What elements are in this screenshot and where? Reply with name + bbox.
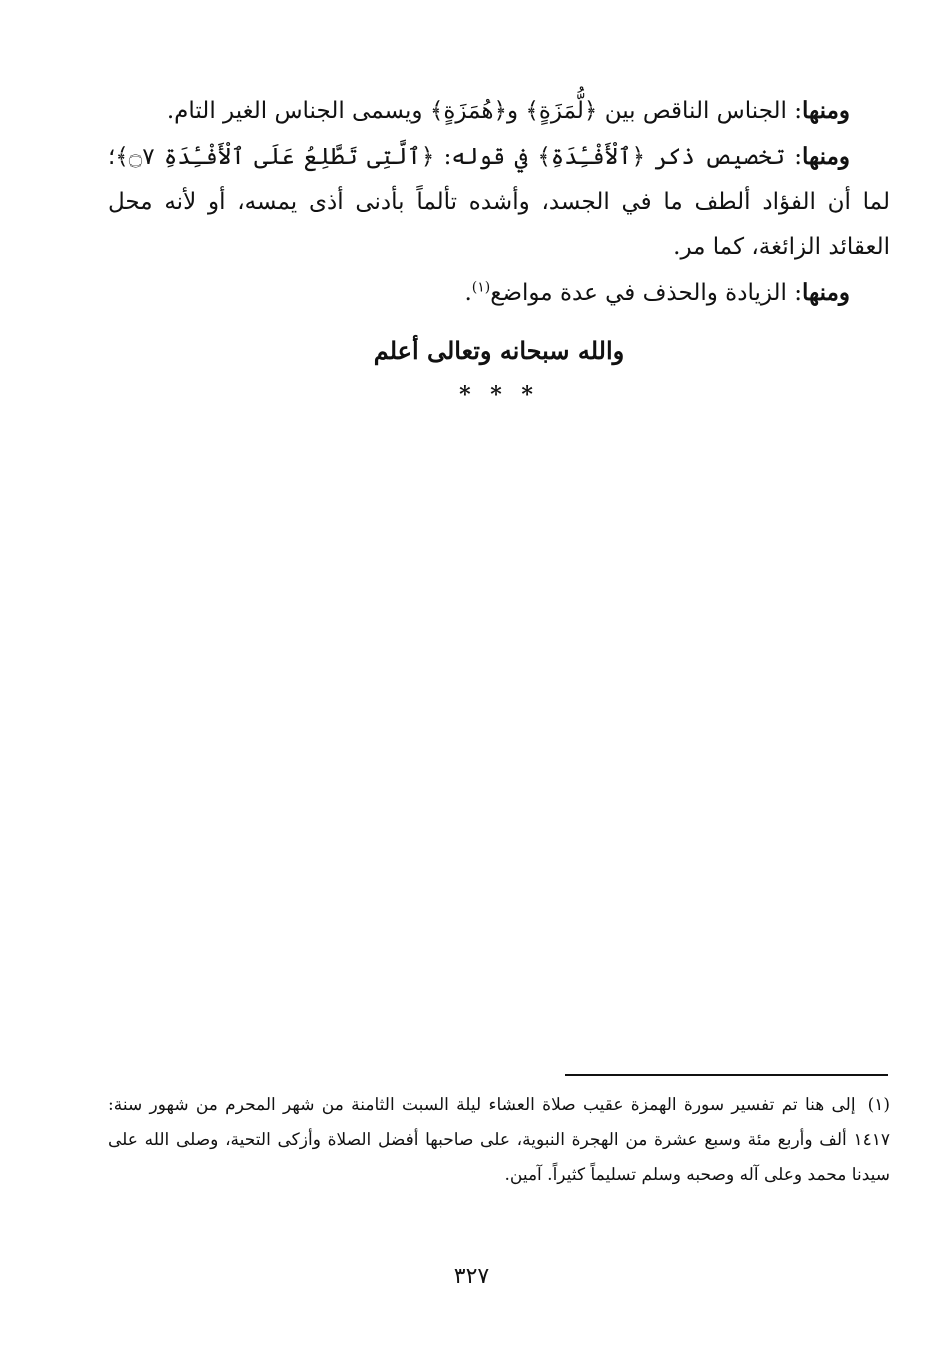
main-text	[108, 88, 890, 316]
paragraph-lead: ومنها	[802, 279, 850, 306]
footnote	[108, 1088, 890, 1193]
footnote-divider	[565, 1074, 888, 1076]
paragraph-paronomasia	[108, 88, 890, 134]
page-number: ٣٢٧	[453, 1264, 490, 1289]
section-separator: * * *	[459, 382, 539, 408]
paragraph-hearts	[108, 134, 890, 270]
closing-phrase: والله سبحانه وتعالى أعلم	[373, 336, 625, 365]
paragraph-text: : الزيادة والحذف في عدة مواضع	[490, 280, 803, 306]
paragraph-lead: ومنها	[802, 97, 850, 124]
paragraph-tail: .	[464, 280, 472, 306]
footnote-marker: (١)	[867, 1095, 890, 1115]
footnote-reference[interactable]: (١)	[471, 279, 491, 296]
footnote-text: إلى هنا تم تفسير سورة الهمزة عقيب صلاة العشاء ليلة السبت الثامنة من شهر المحرم من شهور سنة: ١٤١٧ ألف وأربع مئة وسبع عشرة من الهجرة النبوية، على صاحبها أفضل الصلاة وأزكى التحية، وصلى الله على سيدنا محمد وعلى آله وصحبه وسلم تسليماً كثيراً. آمين.	[108, 1095, 890, 1185]
paragraph-lead: ومنها	[802, 143, 850, 170]
paragraph-text: : تخصيص ذكر ﴿ٱلْأَفْـِٔدَةِ﴾ في قوله: ﴿ٱلَّتِى تَطَّلِعُ عَلَى ٱلْأَفْـِٔدَةِ ۝٧﴾؛ لما أن الفؤاد ألطف ما في الجسد، وأشده تألماً بأدنى أذى يمسه، أو لأنه محل العقائد الزائغة، كما مر.	[108, 144, 890, 260]
paragraph-text: : الجناس الناقص بين ﴿لُّمَزَةٍ﴾ و﴿هُمَزَةٍ﴾ ويسمى الجناس الغير التام.	[166, 98, 803, 124]
paragraph-addition-deletion	[108, 270, 890, 316]
